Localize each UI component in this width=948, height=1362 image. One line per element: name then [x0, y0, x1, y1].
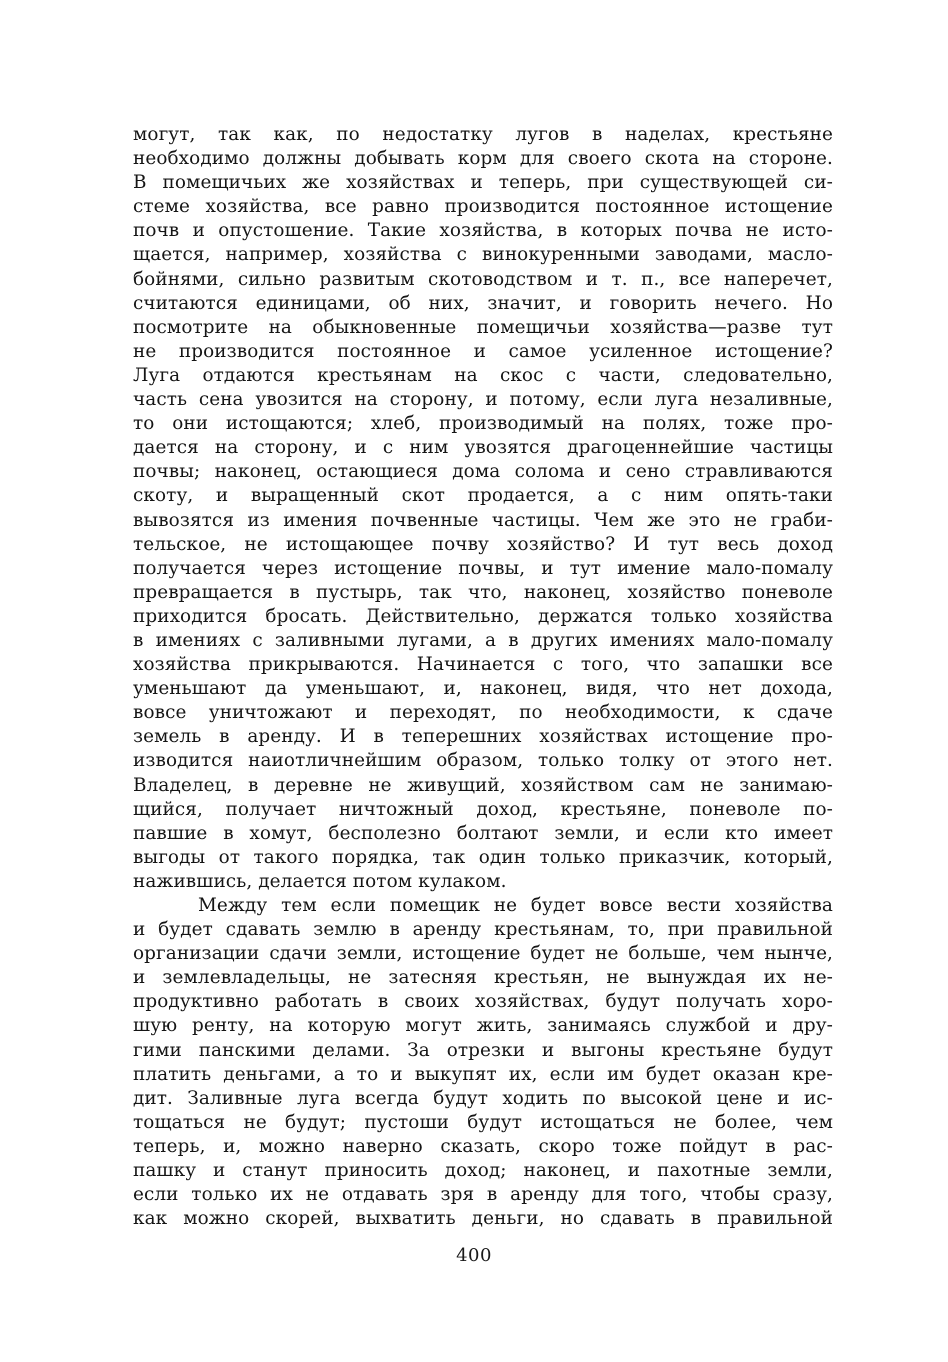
text-line: Между тем если помещик не будет вовсе вести хозяйства	[198, 895, 833, 916]
text-line: и землевладельцы, не затесняя крестьян, не вынуждая их не-	[133, 967, 833, 989]
page-number: 400	[456, 1245, 492, 1266]
body-text	[133, 123, 833, 1231]
text-line: скоту, и выращенный скот продается, а с ним опять-таки	[133, 485, 833, 507]
text-line: тельское, не истощающее почву хозяйство? И тут весь доход	[133, 533, 833, 555]
text-line: если только их не отдавать зря в аренду для того, чтобы сразу,	[133, 1184, 833, 1206]
text-line: и будет сдавать землю в аренду крестьянам, то, при правильной	[133, 919, 833, 941]
text-line: получается через истощение почвы, и тут имение мало-помалу	[133, 557, 833, 579]
text-line: нажившись, делается потом кулаком.	[133, 870, 507, 892]
text-line: приходится бросать. Действительно, держатся только хозяйства	[133, 605, 833, 627]
text-line: шую ренту, на которую могут жить, занимаясь службой и дру-	[133, 1015, 833, 1037]
text-line: часть сена увозится на сторону, и потому, если луга незаливные,	[133, 389, 833, 411]
text-line: гими панскими делами. За отрезки и выгоны крестьяне будут	[133, 1039, 833, 1061]
text-line: почв и опустошение. Такие хозяйства, в которых почва не исто-	[133, 220, 833, 242]
text-line: теперь, и, можно наверно сказать, скоро тоже пойдут в рас-	[133, 1135, 833, 1157]
text-line: вывозятся из имения почвенные частицы. Чем же это не граби-	[133, 509, 833, 531]
text-line: продуктивно работать в своих хозяйствах, будут получать хоро-	[133, 991, 833, 1013]
text-line: почвы; наконец, остающиеся дома солома и сено стравливаются	[133, 461, 833, 483]
text-line: превращается в пустырь, так что, наконец, хозяйство поневоле	[133, 581, 833, 603]
text-line: хозяйства прикрываются. Начинается с того, что запашки все	[133, 654, 833, 676]
text-line: земель в аренду. И в теперешних хозяйствах истощение про-	[133, 726, 833, 748]
text-line: считаются единицами, об них, значит, и говорить нечего. Но	[133, 292, 833, 314]
text-line: дит. Заливные луга всегда будут ходить по высокой цене и ис-	[133, 1087, 833, 1109]
text-line: щается, например, хозяйства с винокуренными заводами, масло-	[133, 244, 833, 266]
paragraph-1	[133, 123, 833, 894]
text-line: В помещичьих же хозяйствах и теперь, при существующей си-	[133, 172, 833, 194]
text-line: посмотрите на обыкновенные помещичьи хозяйства—разве тут	[133, 316, 833, 338]
text-line: выгоды от такого порядка, так один только приказчик, который,	[133, 846, 833, 868]
text-line: павшие в хомут, бесполезно болтают земли, и если кто имеет	[133, 822, 833, 844]
text-line: вовсе уничтожают и переходят, по необходимости, к сдаче	[133, 702, 833, 724]
text-line: в имениях с заливными лугами, а в других имениях мало-помалу	[133, 629, 833, 651]
text-line: как можно скорей, выхватить деньги, но сдавать в правильной	[133, 1208, 833, 1230]
text-line: бойнями, сильно развитым скотоводством и т. п., все наперечет,	[133, 268, 833, 290]
text-line: стеме хозяйства, все равно производится постоянное истощение	[133, 196, 833, 218]
text-line: изводится наиотличнейшим образом, только толку от этого нет.	[133, 750, 833, 772]
text-line: уменьшают да уменьшают, и, наконец, видя, что нет дохода,	[133, 678, 833, 700]
paragraph-2	[133, 894, 833, 1231]
text-line: платить деньгами, а то и выкупят их, если им будет оказан кре-	[133, 1063, 833, 1085]
text-line: щийся, получает ничтожный доход, крестьяне, поневоле по-	[133, 798, 833, 820]
text-line: организации сдачи земли, истощение будет не больше, чем нынче,	[133, 943, 833, 965]
text-line: тощаться не будут; пустоши будут истощаться не более, чем	[133, 1111, 833, 1133]
text-line: не производится постоянное и самое усиленное истощение?	[133, 340, 833, 362]
text-line: могут, так как, по недостатку лугов в наделах, крестьяне	[133, 124, 833, 145]
text-line: Владелец, в деревне не живущий, хозяйством сам не занимаю-	[133, 774, 833, 796]
text-line: необходимо должны добывать корм для своего скота на стороне.	[133, 148, 833, 170]
text-line: то они истощаются; хлеб, производимый на полях, тоже про-	[133, 413, 833, 435]
text-line: пашку и станут приносить доход; наконец, и пахотные земли,	[133, 1160, 833, 1182]
text-line: Луга отдаются крестьянам на скос с части, следовательно,	[133, 364, 833, 386]
text-line: дается на сторону, и с ним увозятся драгоценнейшие частицы	[133, 437, 833, 459]
